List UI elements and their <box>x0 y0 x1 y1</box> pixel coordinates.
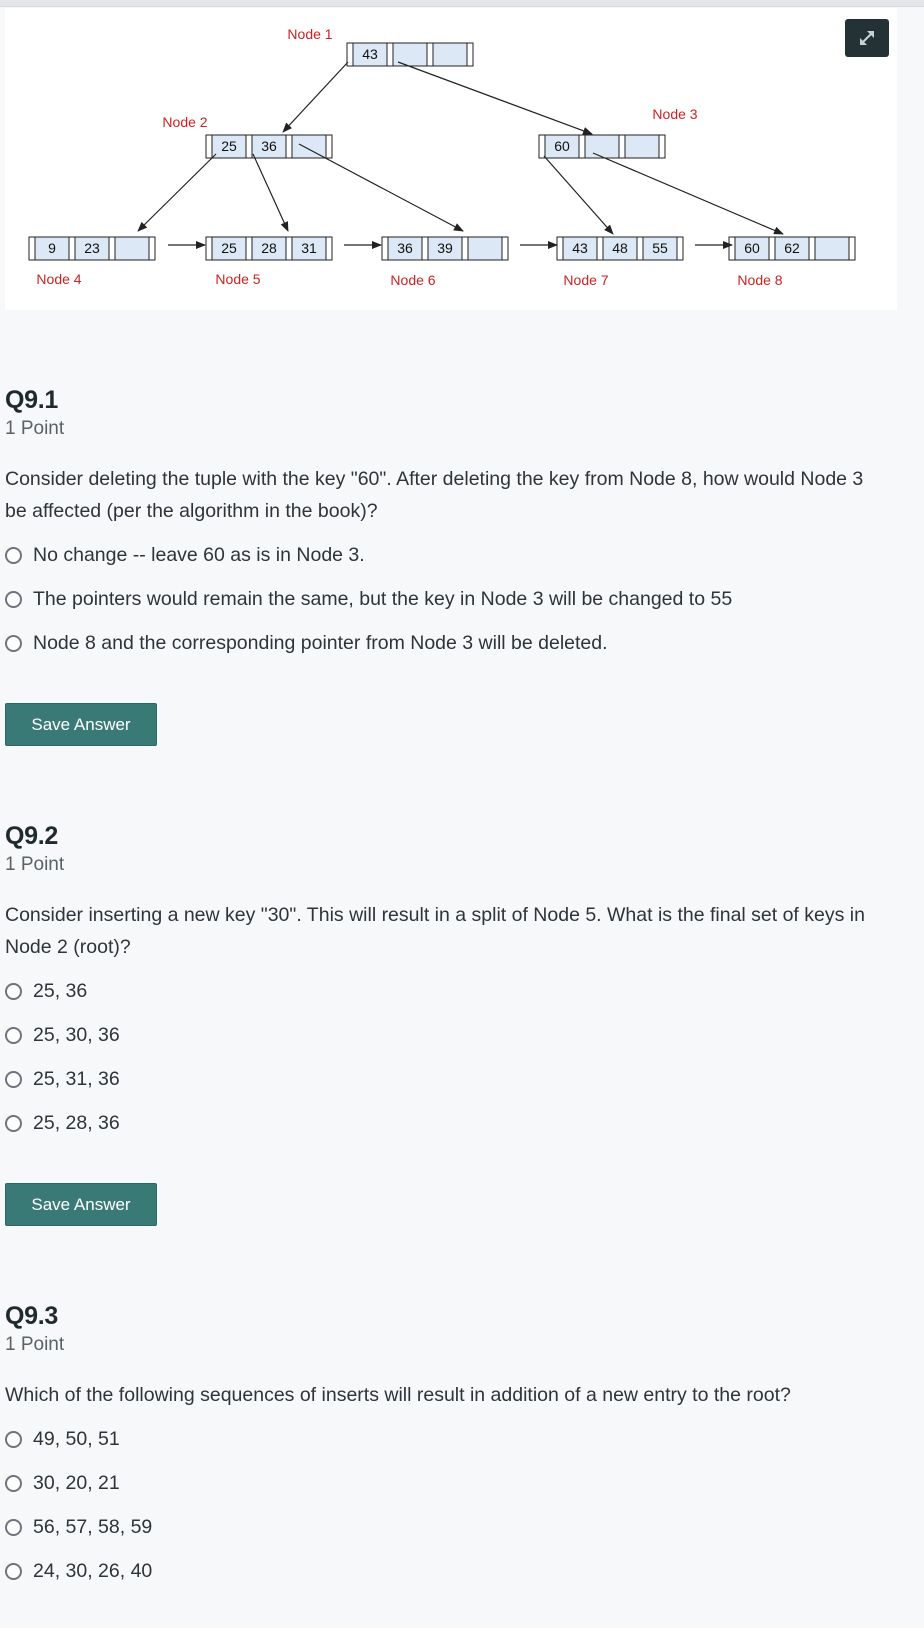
answer-option[interactable] <box>5 1417 905 1461</box>
key-cell <box>585 135 619 158</box>
node-key: 23 <box>84 240 100 256</box>
question-9-1 <box>5 385 905 665</box>
node-label: Node 1 <box>287 26 333 42</box>
edge-n2-n6 <box>299 144 463 231</box>
radio-button[interactable] <box>5 1431 22 1448</box>
node-key: 62 <box>784 240 800 256</box>
pointer-cell <box>809 237 815 260</box>
radio-button[interactable] <box>5 1115 22 1132</box>
question-prompt: Consider deleting the tuple with the key "60". After deleting the key from Node 8, how would Node 3 be affected (per the algorithm in the book)? <box>5 468 864 522</box>
pointer-cell <box>326 237 332 260</box>
node-key: 60 <box>554 138 570 154</box>
pointer-cell <box>597 237 603 260</box>
radio-button[interactable] <box>5 1027 22 1044</box>
pointer-cell <box>246 135 252 158</box>
node-key: 55 <box>652 240 668 256</box>
question-prompt: Consider inserting a new key "30". This will result in a split of Node 5. What is the final set of keys in Node 2 (root)? <box>5 904 865 958</box>
key-cell <box>115 237 149 260</box>
pointer-cell <box>579 135 585 158</box>
pointer-cell <box>427 43 433 66</box>
key-cell <box>433 43 467 66</box>
btree-figure <box>5 8 897 310</box>
pointer-cell <box>286 237 292 260</box>
pointer-cell <box>206 237 212 260</box>
node-label: Node 2 <box>162 114 208 130</box>
pointer-cell <box>29 237 35 260</box>
answer-option[interactable] <box>5 969 905 1013</box>
option-label: 25, 31, 36 <box>33 1067 120 1090</box>
key-cell <box>468 237 502 260</box>
pointer-cell <box>149 237 155 260</box>
radio-button[interactable] <box>5 635 22 652</box>
question-points: 1 Point <box>5 1334 65 1355</box>
pointer-cell <box>326 135 332 158</box>
radio-button[interactable] <box>5 1071 22 1088</box>
pointer-cell <box>387 43 393 66</box>
pointer-cell <box>769 237 775 260</box>
pointer-cell <box>286 135 292 158</box>
question-title: Q9.1 <box>5 386 58 414</box>
pointer-cell <box>729 237 735 260</box>
node-label: Node 5 <box>215 271 261 287</box>
node-key: 31 <box>301 240 317 256</box>
option-label: Node 8 and the corresponding pointer from Node 3 will be deleted. <box>33 631 608 654</box>
answer-option[interactable] <box>5 1505 905 1549</box>
answer-option[interactable] <box>5 577 905 621</box>
pointer-cell <box>467 43 473 66</box>
pointer-cell <box>109 237 115 260</box>
radio-button[interactable] <box>5 1563 22 1580</box>
edge-n2-n4 <box>138 154 216 231</box>
option-label: 25, 28, 36 <box>33 1111 120 1134</box>
edge-n3-n8 <box>593 153 783 234</box>
node-key: 48 <box>612 240 628 256</box>
answer-option[interactable] <box>5 1461 905 1505</box>
option-label: 30, 20, 21 <box>33 1471 120 1494</box>
answer-option[interactable] <box>5 621 905 665</box>
edge-n3-n7 <box>544 156 613 234</box>
node-key: 39 <box>437 240 453 256</box>
node-label: Node 7 <box>563 272 609 288</box>
option-label: 24, 30, 26, 40 <box>33 1559 153 1582</box>
pointer-cell <box>659 135 665 158</box>
option-label: 49, 50, 51 <box>33 1427 120 1450</box>
node-label: Node 8 <box>737 272 783 288</box>
pointer-cell <box>619 135 625 158</box>
node-key: 43 <box>362 46 378 62</box>
pointer-cell <box>69 237 75 260</box>
node-key: 43 <box>572 240 588 256</box>
radio-button[interactable] <box>5 1519 22 1536</box>
node-label: Node 3 <box>652 106 698 122</box>
answer-option[interactable] <box>5 1013 905 1057</box>
node-key: 28 <box>261 240 277 256</box>
pointer-cell <box>539 135 545 158</box>
question-title: Q9.3 <box>5 1302 58 1330</box>
pointer-cell <box>246 237 252 260</box>
node-key: 9 <box>48 240 56 256</box>
pointer-cell <box>502 237 508 260</box>
answer-options <box>5 533 905 665</box>
node-key: 25 <box>221 138 237 154</box>
radio-button[interactable] <box>5 1475 22 1492</box>
answer-option[interactable] <box>5 1101 905 1145</box>
pointer-cell <box>422 237 428 260</box>
question-points: 1 Point <box>5 418 65 439</box>
radio-button[interactable] <box>5 591 22 608</box>
pointer-cell <box>677 237 683 260</box>
save-answer-button-q9-1[interactable]: Save Answer <box>5 703 157 746</box>
pointer-cell <box>462 237 468 260</box>
btree-diagram <box>5 8 897 310</box>
edge-n1-n3 <box>398 62 592 134</box>
save-answer-button-q9-2[interactable]: Save Answer <box>5 1183 157 1226</box>
key-cell <box>292 135 326 158</box>
expand-figure-button[interactable] <box>845 19 889 57</box>
pointer-cell <box>849 237 855 260</box>
node-key: 36 <box>397 240 413 256</box>
node-label: Node 4 <box>36 271 82 287</box>
answer-options <box>5 1417 905 1593</box>
question-points: 1 Point <box>5 854 65 875</box>
answer-options <box>5 969 905 1145</box>
answer-option[interactable] <box>5 1057 905 1101</box>
question-prompt: Which of the following sequences of inserts will result in addition of a new entry to the root? <box>5 1384 791 1406</box>
top-bar <box>0 0 924 7</box>
edge-n1-n2 <box>283 62 348 132</box>
question-title: Q9.2 <box>5 822 58 850</box>
answer-option[interactable] <box>5 1549 905 1593</box>
edge-n2-n5 <box>253 154 288 231</box>
node-key: 36 <box>261 138 277 154</box>
pointer-cell <box>206 135 212 158</box>
option-label: 56, 57, 58, 59 <box>33 1515 153 1538</box>
key-cell <box>815 237 849 260</box>
pointer-cell <box>557 237 563 260</box>
node-key: 60 <box>744 240 760 256</box>
pointer-cell <box>637 237 643 260</box>
expand-arrows-icon <box>857 28 877 48</box>
question-9-3 <box>5 1301 905 1593</box>
question-9-2 <box>5 821 905 1145</box>
node-label: Node 6 <box>390 272 436 288</box>
option-label: 25, 30, 36 <box>33 1023 120 1046</box>
key-cell <box>625 135 659 158</box>
option-label: 25, 36 <box>33 979 88 1002</box>
option-label: The pointers would remain the same, but the key in Node 3 will be changed to 55 <box>33 587 733 610</box>
radio-button[interactable] <box>5 983 22 1000</box>
pointer-cell <box>382 237 388 260</box>
answer-option[interactable] <box>5 533 905 577</box>
option-label: No change -- leave 60 as is in Node 3. <box>33 543 365 566</box>
node-key: 25 <box>221 240 237 256</box>
radio-button[interactable] <box>5 547 22 564</box>
